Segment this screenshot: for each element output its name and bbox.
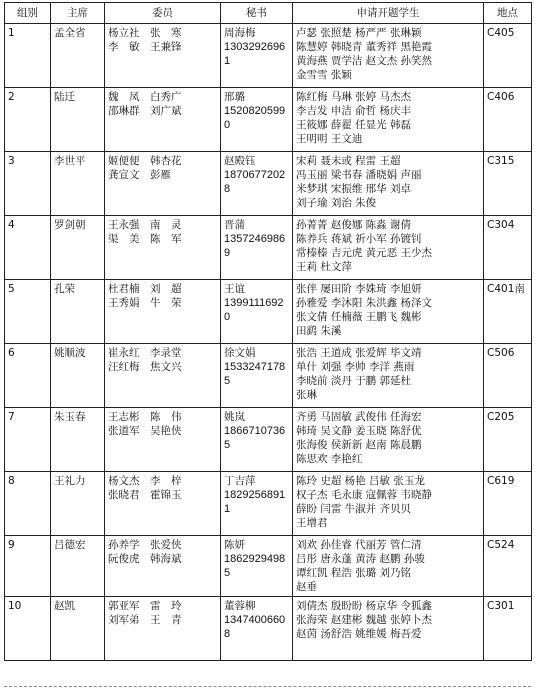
room-cell: C304 [484, 216, 532, 280]
secretary-phone: 18292568911 [224, 489, 286, 515]
student-line: 陈养兵 蒋斌 祈小军 孙镀钊 [296, 233, 422, 245]
student-line: 薛盼 闫雷 牛淑并 齐贝贝 [296, 503, 412, 515]
room-cell: C405 [484, 24, 532, 88]
secretary-name: 王谊 [224, 283, 245, 295]
student-line: 张伴 屡田阶 李姝琦 李旭妍 [296, 283, 422, 295]
student-line: 张海俊 侯新新 赵南 陈晨鹏 [296, 439, 422, 451]
table-row [5, 216, 532, 280]
secretary-cell [221, 536, 293, 597]
chair-cell: 孔荣 [51, 280, 105, 344]
student-line: 王筱娜 薛翟 任显光 韩磊 [296, 119, 412, 131]
student-line: 张海荣 赵建彬 魏越 张婷卜杰 [296, 614, 433, 626]
member-line: 龚宣文 彭雁 [108, 169, 171, 181]
header-group: 组别 [5, 3, 51, 24]
secretary-name: 陈妍 [224, 539, 245, 551]
secretary-phone: 13991116920 [224, 297, 284, 323]
secretary-cell [221, 472, 293, 536]
room-cell: C401南 [484, 280, 532, 344]
members-cell [105, 408, 221, 472]
secretary-name: 邢璐 [224, 91, 245, 103]
secretary-phone: 18706772028 [224, 169, 286, 195]
chair-cell: 姚顺波 [51, 344, 105, 408]
members-cell [105, 472, 221, 536]
member-line: 崔永红 李录堂 [108, 347, 182, 359]
secretary-name: 周海梅 [224, 27, 256, 39]
secretary-cell [221, 88, 293, 152]
student-line: 张浩 王道成 张爱辉 毕文靖 [296, 347, 422, 359]
member-line: 渠 美 陈 军 [108, 233, 182, 245]
student-line: 陈慧婷 韩晓青 董秀祥 黑艳霞 [296, 41, 433, 53]
table-row [5, 280, 532, 344]
secretary-cell [221, 152, 293, 216]
student-line: 王莉 杜文萍 [296, 261, 352, 273]
student-line: 赵茵 汤舒浩 姚维媛 梅吾爱 [296, 628, 422, 640]
student-line: 李晓前 淡丹 于鹏 郭延杜 [296, 375, 412, 387]
student-line: 吕彤 唐永蓬 黄涛 赵鹏 孙骏 [296, 553, 425, 565]
member-line: 杨立社 张 寒 [108, 27, 182, 39]
chair-cell: 孟全省 [51, 24, 105, 88]
table-row [5, 472, 532, 536]
group-cell: 4 [5, 216, 51, 280]
members-cell [105, 280, 221, 344]
student-line: 孙雅爱 李沐阳 朱洪鑫 杨泽文 [296, 297, 433, 309]
students-cell [293, 597, 484, 661]
secretary-cell [221, 344, 293, 408]
secretary-name: 晋蒲 [224, 219, 245, 231]
chair-cell: 赵凯 [51, 597, 105, 661]
student-line: 权子杰 毛永康 寇佩蓉 韦晓静 [296, 489, 433, 501]
student-line: 孙菁菁 赵俊娜 陈淼 谢倩 [296, 219, 412, 231]
members-cell [105, 152, 221, 216]
table-row [5, 24, 532, 88]
member-line: 杨文杰 李 梓 [108, 475, 182, 487]
room-cell: C205 [484, 408, 532, 472]
student-line: 韩琦 吴文静 姜玉晓 陈舒优 [296, 425, 422, 437]
student-line: 冯玉丽 梁书春 潘晓娟 声丽 [296, 169, 422, 181]
member-line: 邵琳群 刘广斌 [108, 105, 182, 117]
group-cell: 7 [5, 408, 51, 472]
member-line: 刘军弟 王 青 [108, 614, 182, 626]
student-line: 金雪雪 张颖 [296, 69, 352, 81]
room-cell: C301 [484, 597, 532, 661]
student-line: 宋莉 聂未或 程雷 王超 [296, 155, 401, 167]
group-cell: 9 [5, 536, 51, 597]
room-cell: C315 [484, 152, 532, 216]
student-line: 卢瑟 张照楚 杨严严 张琳颖 [296, 27, 422, 39]
secretary-phone: 13474006608 [224, 614, 286, 640]
student-line: 刘倩杰 殷盼盼 杨京华 令狐鑫 [296, 600, 433, 612]
table-row [5, 408, 532, 472]
member-line: 杜君楠 刘 超 [108, 283, 182, 295]
student-line: 刘欢 孙佳睿 代丽芳 管仁清 [296, 539, 422, 551]
student-line: 陈玲 史超 杨艳 吕敏 张玉龙 [296, 475, 425, 487]
student-line: 张琳 [296, 389, 317, 401]
students-cell [293, 408, 484, 472]
header-row [5, 3, 532, 24]
student-line: 刘子瑜 刘治 朱俊 [296, 197, 377, 209]
member-line: 张晓君 霍锦玉 [108, 489, 182, 501]
header-chair: 主席 [51, 3, 105, 24]
room-cell: C619 [484, 472, 532, 536]
student-line: 王明明 王文迪 [296, 133, 363, 145]
secretary-cell [221, 280, 293, 344]
members-cell [105, 88, 221, 152]
table-row [5, 88, 532, 152]
chair-cell: 朱玉春 [51, 408, 105, 472]
secretary-phone: 13572469869 [224, 233, 286, 259]
secretary-name: 董蓉柳 [224, 600, 256, 612]
secretary-name: 姚岚 [224, 411, 245, 423]
students-cell [293, 472, 484, 536]
student-line: 陈思欢 李艳红 [296, 453, 363, 465]
table-row [5, 344, 532, 408]
member-line: 汪红梅 焦文兴 [108, 361, 182, 373]
group-cell: 3 [5, 152, 51, 216]
group-cell: 5 [5, 280, 51, 344]
student-line: 谭红凯 程浩 张璐 刘乃铭 [296, 567, 412, 579]
page-bottom-border [4, 686, 531, 688]
table-row [5, 152, 532, 216]
chair-cell: 吕德宏 [51, 536, 105, 597]
students-cell [293, 24, 484, 88]
student-line: 田鹞 朱溪 [296, 325, 342, 337]
student-line: 常榛榛 吉元虎 黄元恶 王少杰 [296, 247, 433, 259]
member-line: 李 敏 王兼锋 [108, 41, 182, 53]
group-cell: 8 [5, 472, 51, 536]
students-cell [293, 152, 484, 216]
student-line: 米梦琪 宋振维 邢华 刘卓 [296, 183, 412, 195]
students-cell [293, 88, 484, 152]
member-line: 张道军 吴艳侠 [108, 425, 182, 437]
student-line: 王增君 [296, 517, 328, 529]
secretary-cell [221, 24, 293, 88]
committee-table [4, 2, 532, 661]
students-cell [293, 344, 484, 408]
secretary-phone: 18629294985 [224, 553, 286, 579]
student-line: 李吉发 申洁 俞哲 杨庆丰 [296, 105, 412, 117]
table-row [5, 597, 532, 661]
student-line: 赵垂 [296, 581, 317, 593]
student-line: 单什 刘强 李帅 李洋 燕雨 [296, 361, 415, 373]
chair-cell: 陆迁 [51, 88, 105, 152]
secretary-phone: 15208205990 [224, 105, 286, 131]
student-line: 齐勇 马固敏 武俊伟 任海宏 [296, 411, 422, 423]
members-cell [105, 344, 221, 408]
member-line: 魏 凤 白秀广 [108, 91, 182, 103]
secretary-cell [221, 597, 293, 661]
room-cell: C524 [484, 536, 532, 597]
secretary-name: 徐文娟 [224, 347, 256, 359]
header-room: 地点 [484, 3, 532, 24]
members-cell [105, 597, 221, 661]
member-line: 阮俊虎 韩海斌 [108, 553, 182, 565]
header-students: 申请开题学生 [293, 3, 484, 24]
group-cell: 1 [5, 24, 51, 88]
member-line: 王志彬 陈 伟 [108, 411, 182, 423]
students-cell [293, 216, 484, 280]
member-line: 王永强 南 灵 [108, 219, 182, 231]
secretary-phone: 13032926961 [224, 41, 286, 67]
table-row [5, 536, 532, 597]
secretary-cell [221, 216, 293, 280]
header-members: 委员 [105, 3, 221, 24]
header-secretary: 秘书 [221, 3, 293, 24]
group-cell: 10 [5, 597, 51, 661]
members-cell [105, 24, 221, 88]
secretary-phone: 18667107365 [224, 425, 286, 451]
member-line: 王秀娟 牛 荣 [108, 297, 182, 309]
member-line: 孙养学 张爱侠 [108, 539, 182, 551]
chair-cell: 王礼力 [51, 472, 105, 536]
student-line: 陈红梅 马琳 张婷 马杰杰 [296, 91, 412, 103]
members-cell [105, 216, 221, 280]
group-cell: 2 [5, 88, 51, 152]
secretary-name: 赵殿钰 [224, 155, 256, 167]
members-cell [105, 536, 221, 597]
chair-cell: 罗剑朝 [51, 216, 105, 280]
member-line: 郭亚军 雷 玲 [108, 600, 182, 612]
student-line: 黄海燕 贾学洁 赵文杰 孙笑然 [296, 55, 433, 67]
room-cell: C406 [484, 88, 532, 152]
group-cell: 6 [5, 344, 51, 408]
secretary-name: 丁吉萍 [224, 475, 256, 487]
secretary-cell [221, 408, 293, 472]
chair-cell: 李世平 [51, 152, 105, 216]
students-cell [293, 536, 484, 597]
secretary-phone: 15332471785 [224, 361, 286, 387]
student-line: 张文倩 任楠薇 王鹏飞 魏彬 [296, 311, 422, 323]
member-line: 姬便便 韩杏花 [108, 155, 182, 167]
room-cell: C506 [484, 344, 532, 408]
students-cell [293, 280, 484, 344]
